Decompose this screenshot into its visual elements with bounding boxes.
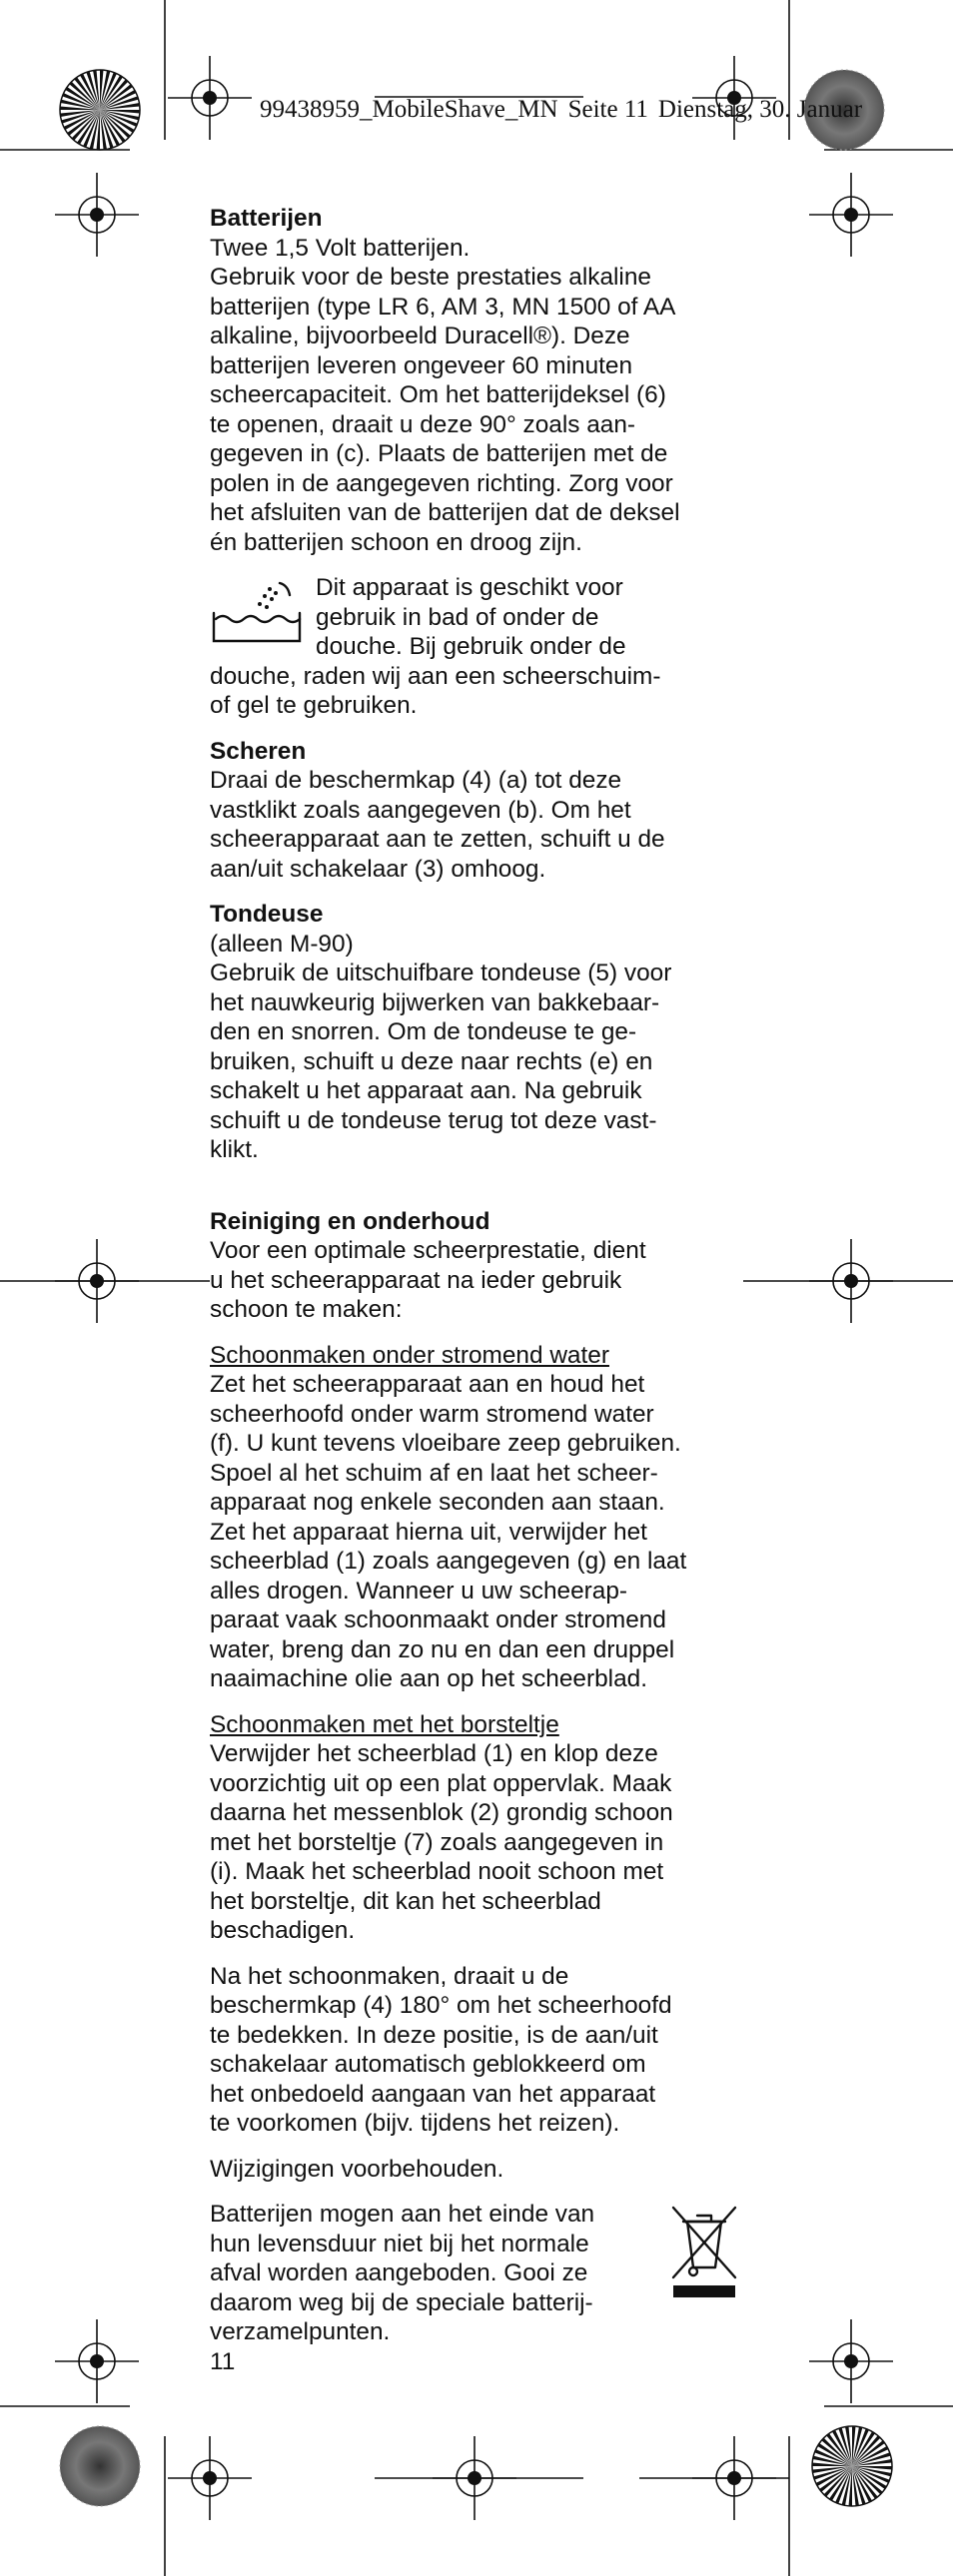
cleaning-heading: Reiniging en onderhoud	[210, 1207, 490, 1235]
text-line: het nauwkeurig bijwerken van bakkebaar-	[210, 988, 660, 1016]
text-line: naaimachine olie aan op het scheerblad.	[210, 1665, 647, 1692]
text-line: gegeven in (c). Plaats de batterijen met de	[210, 440, 668, 467]
text-line: met het borsteltje (7) zoals aangegeven in	[210, 1828, 664, 1856]
text-line: verzamelpunten.	[210, 2318, 391, 2345]
shaving-text	[210, 766, 739, 884]
text-line: beschermkap (4) 180° om het scheerhoofd	[210, 1992, 672, 2019]
slug-date: Dienstag, 30. Januar	[657, 96, 863, 123]
text-line: vastklikt zoals aangegeven (b). Om het	[210, 796, 631, 824]
brush-text	[210, 1739, 739, 1946]
star-target-spoke	[60, 107, 100, 110]
star-target-spoke	[812, 2463, 852, 2466]
text-line: douche. Bij gebruik onder de	[316, 633, 626, 660]
text-line: schoon te maken:	[210, 1296, 403, 1323]
batteries-heading: Batterijen	[210, 205, 323, 232]
star-target-spoke	[100, 70, 103, 110]
text-line: het onbedoeld aangaan van het apparaat	[210, 2080, 656, 2108]
text-line: apparaat nog enkele seconden aan staan.	[210, 1489, 665, 1516]
star-target-spoke	[852, 2426, 855, 2466]
disposal-section	[210, 2200, 739, 2347]
text-line: Spoel al het schuim af en laat het scheer-	[210, 1459, 658, 1487]
text-line: alkaline, bijvoorbeeld Duracell®). Deze	[210, 322, 630, 349]
text-line: het afsluiten van de batterijen dat de deksel	[210, 499, 680, 526]
star-target-spoke	[100, 110, 140, 113]
slug-file: 99438959_MobileShave_MN	[260, 96, 558, 123]
text-line: u het scheerapparaat na ieder gebruik	[210, 1266, 622, 1294]
manual-page	[210, 204, 739, 2376]
water-text	[210, 1370, 739, 1694]
text-line: water, breng dan zo nu en dan een druppel	[210, 1635, 675, 1663]
text-line: daarom weg bij de speciale batterij-	[210, 2288, 593, 2316]
page-number: 11	[210, 2347, 236, 2375]
crossed-out-bin-icon	[669, 2204, 739, 2299]
text-line: gebruik in bad of onder de	[316, 603, 599, 631]
batteries-text	[210, 234, 739, 558]
text-line: voorzichtig uit op een plat oppervlak. Maak	[210, 1769, 672, 1797]
text-line: Twee 1,5 Volt batterijen.	[210, 234, 471, 262]
text-line: hun levensduur niet bij het normale	[210, 2230, 589, 2257]
text-line: (i). Maak het scheerblad nooit schoon met	[210, 1858, 664, 1885]
text-line: Verwijder het scheerblad (1) en klop deze	[210, 1740, 658, 1767]
text-line: scheerblad (1) zoals aangegeven (g) en laat	[210, 1548, 687, 1575]
text-line: te voorkomen (bijv. tijdens het reizen).	[210, 2110, 620, 2137]
text-line: én batterijen schoon en droog zijn.	[210, 528, 582, 556]
text-line: Zet het apparaat hierna uit, verwijder het	[210, 1518, 647, 1546]
text-line: te bedekken. In deze positie, is de aan/uit	[210, 2021, 658, 2049]
slug-page: Seite 11	[567, 96, 648, 123]
text-line: het borsteltje, dit kan het scheerblad	[210, 1887, 601, 1915]
text-line: scheerhoofd onder warm stromend water	[210, 1400, 654, 1428]
text-line: (alleen M-90)	[210, 930, 354, 958]
text-line: daarna het messenblok (2) grondig schoon	[210, 1799, 673, 1826]
text-line: te openen, draait u deze 90° zoals aan-	[210, 410, 636, 438]
text-line: afval worden aangeboden. Gooi ze	[210, 2259, 588, 2286]
text-line: batterijen leveren ongeveer 60 minuten	[210, 351, 633, 379]
text-line: scheerapparaat aan te zetten, schuift u de	[210, 826, 665, 853]
text-line: (f). U kunt tevens vloeibare zeep gebruiken.	[210, 1430, 681, 1457]
star-target-spoke	[852, 2466, 892, 2469]
text-line: scheercapaciteit. Om het batterijdeksel (6)	[210, 381, 666, 408]
text-line: Na het schoonmaken, draait u de	[210, 1962, 569, 1990]
text-line: aan/uit schakelaar (3) omhoog.	[210, 855, 546, 883]
text-line: den en snorren. Om de tondeuse te ge-	[210, 1018, 637, 1045]
text-line: bruiken, schuift u deze naar rechts (e) en	[210, 1047, 653, 1075]
bath-text	[210, 662, 739, 721]
text-line: douche, raden wij aan een scheerschuim-	[210, 662, 661, 690]
text-line: alles drogen. Wanneer u uw scheerap-	[210, 1577, 628, 1605]
shaving-heading: Scheren	[210, 737, 307, 765]
text-line: schakelt u het apparaat aan. Na gebruik	[210, 1077, 642, 1104]
text-line: paraat vaak schoonmaakt onder stromend	[210, 1607, 666, 1633]
trimmer-text	[210, 930, 739, 1165]
bath-section	[210, 573, 739, 662]
brush-heading: Schoonmaken met het borsteltje	[210, 1710, 559, 1738]
text-line: Gebruik de uitschuifbare tondeuse (5) voor	[210, 960, 672, 986]
text-line: schuift u de tondeuse terug tot deze vast-	[210, 1106, 657, 1134]
water-heading: Schoonmaken onder stromend water	[210, 1341, 609, 1369]
text-line: polen in de aangegeven richting. Zorg voor	[210, 469, 673, 497]
after-cleaning-text	[210, 1962, 739, 2139]
text-line: of gel te gebruiken.	[210, 692, 418, 719]
text-line: Batterijen mogen aan het einde van	[210, 2201, 595, 2228]
cleaning-text	[210, 1236, 739, 1325]
text-line: Voor een optimale scheerprestatie, dient	[210, 1237, 646, 1264]
text-line: klikt.	[210, 1136, 259, 1163]
text-line: batterijen (type LR 6, AM 3, MN 1500 of AA	[210, 293, 676, 321]
text-line: beschadigen.	[210, 1917, 356, 1944]
text-line: schakelaar automatisch geblokkeerd om	[210, 2051, 646, 2078]
text-line: Dit apparaat is geschikt voor	[316, 574, 623, 601]
changes-reserved: Wijzigingen voorbehouden.	[210, 2155, 504, 2183]
print-slug	[260, 96, 872, 124]
star-target-spoke	[97, 110, 100, 150]
trimmer-heading: Tondeuse	[210, 901, 324, 928]
star-target-spoke	[849, 2466, 852, 2506]
disposal-text	[210, 2200, 739, 2347]
text-line: Zet het scheerapparaat aan en houd het	[210, 1371, 645, 1398]
bath-shower-icon	[210, 579, 306, 647]
text-line: Draai de beschermkap (4) (a) tot deze	[210, 767, 622, 794]
text-line: Gebruik voor de beste prestaties alkaline	[210, 264, 651, 291]
